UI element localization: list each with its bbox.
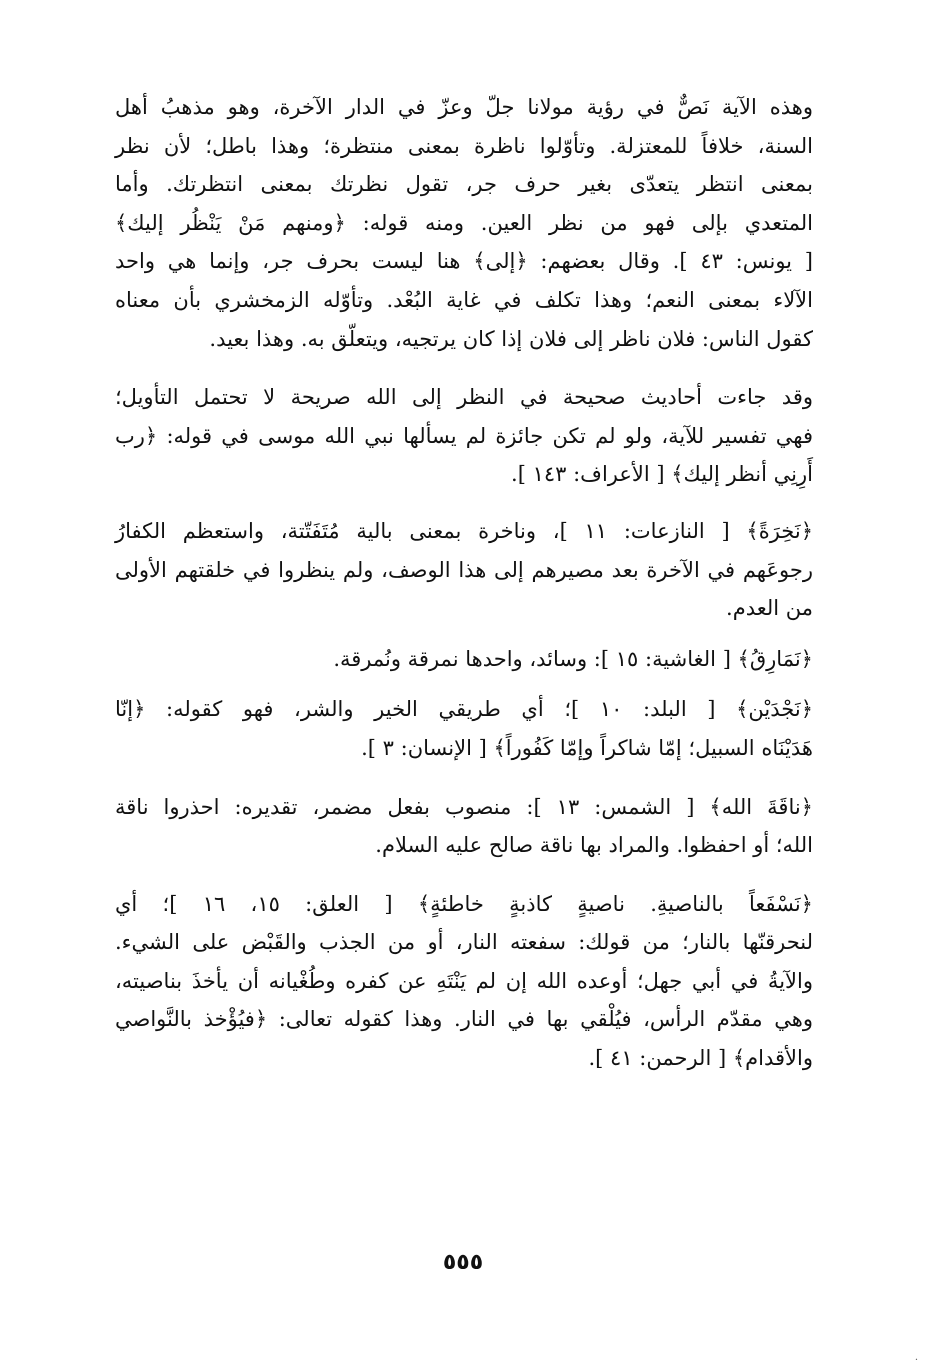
page-number: ٥٥٥	[442, 1250, 484, 1275]
paragraph-namariq	[115, 640, 813, 679]
text-line: فهي تفسير للآية، ولو لم تكن جائزة لم يسألها نبي الله موسى في قوله: ﴿رب	[115, 423, 813, 448]
text-line: [ يونس: ٤٣ ]. وقال بعضهم: ﴿إلى﴾ هنا ليست بحرف جر، وإنما هي واحد	[115, 249, 813, 274]
text-line: أَرِنِي أنظر إليك﴾ [ الأعراف: ١٤٣ ].	[511, 462, 813, 487]
text-line: السنة، خلافاً للمعتزلة. وتأوّلوا ناظرة بمعنى منتظرة؛ وهذا باطل؛ لأن نظر	[115, 133, 814, 158]
text-line: لنحرقنّها بالنار؛ من قولك: سفعته النار، أو من الجذب والقَبْض على الشيء.	[115, 930, 813, 955]
text-line: وقد جاءت أحاديث صحيحة في النظر إلى الله صريحة لا تحتمل التأويل؛	[115, 385, 813, 410]
text-line: والأقدام﴾ [ الرحمن: ٤١ ].	[588, 1046, 813, 1071]
text-line: ﴿نَمَارِقُ﴾ [ الغاشية: ١٥ ]: وسائد، واحدها نمرقة ونُمرقة.	[333, 646, 813, 671]
text-line: ﴿ناقَةَ الله﴾ [ الشمس: ١٣ ]: منصوب بفعل مضمر، تقديره: احذروا ناقة	[115, 794, 813, 819]
text-line: رجوعَهم في الآخرة بعد مصيرهم إلى هذا الوصف، ولم ينظروا في خلقتهم الأولى	[115, 557, 813, 582]
text-line: وهي مقدّم الرأس، فيُلْقي بها في النار. وهذا كقوله تعالى: ﴿فيُؤْخذ بالنَّواصي	[115, 1007, 813, 1032]
paragraph-naqah	[115, 788, 813, 865]
paragraph-nakhirah	[115, 512, 813, 628]
paragraph-nasfaan	[115, 885, 813, 1078]
text-line: كقول الناس: فلان ناظر إلى فلان إذا كان يرتجيه، ويتعلّق به. وهذا بعيد.	[209, 326, 813, 351]
paragraph-najdayn	[115, 690, 813, 767]
text-line: المتعدي بإلى فهو من نظر العين. ومنه قوله: ﴿ومنهم مَنْ يَنْظُر إليك﴾	[115, 210, 813, 235]
text-line: ﴿نَسْفَعاً بالناصيةِ. ناصيةٍ كاذبةٍ خاطئةٍ﴾ [ العلق: ١٥، ١٦ ]؛ أي	[115, 891, 813, 916]
page-body	[115, 88, 813, 1078]
text-line: ﴿نَخِرَةً﴾ [ النازعات: ١١ ]، وناخرة بمعنى بالية مُتَفَتّتة، واستعظم الكفارُ	[115, 518, 813, 543]
text-line: الله؛ أو احفظوا. والمراد بها ناقة صالح عليه السلام.	[375, 833, 813, 858]
text-line: من العدم.	[726, 596, 813, 621]
text-line: هَدَيْنَاه السبيل؛ إمّا شاكراً وإمّا كَفُوراً﴾ [ الإنسان: ٣ ].	[361, 735, 813, 760]
paragraph-hadith	[115, 378, 813, 494]
text-line: وهذه الآية نَصٌّ في رؤية مولانا جلّ وعزّ في الدار الآخرة، وهو مذهبُ أهل	[115, 95, 813, 119]
text-line: بمعنى انتظر يتعدّى بغير حرف جر، تقول نظرتك بمعنى انتظرتك. وأما	[115, 172, 814, 197]
text-line: ﴿نَجْدَيْن﴾ [ البلد: ١٠ ]؛ أي طريقي الخير والشر، فهو كقوله: ﴿إنّا	[115, 697, 813, 722]
text-line: الآلاء بمعنى النعم؛ وهذا تكلف في غاية البُعْد. وتأوّله الزمخشري بأن معناه	[115, 287, 813, 312]
paragraph-ruyah	[115, 88, 813, 358]
text-line: والآيةُ في أبي جهل؛ أوعده الله إن لم يَنْتَهِ عن كفره وطُغْيانه أن يأخذَ بناصيته،	[115, 968, 813, 993]
corner-mark: .	[914, 1352, 918, 1363]
